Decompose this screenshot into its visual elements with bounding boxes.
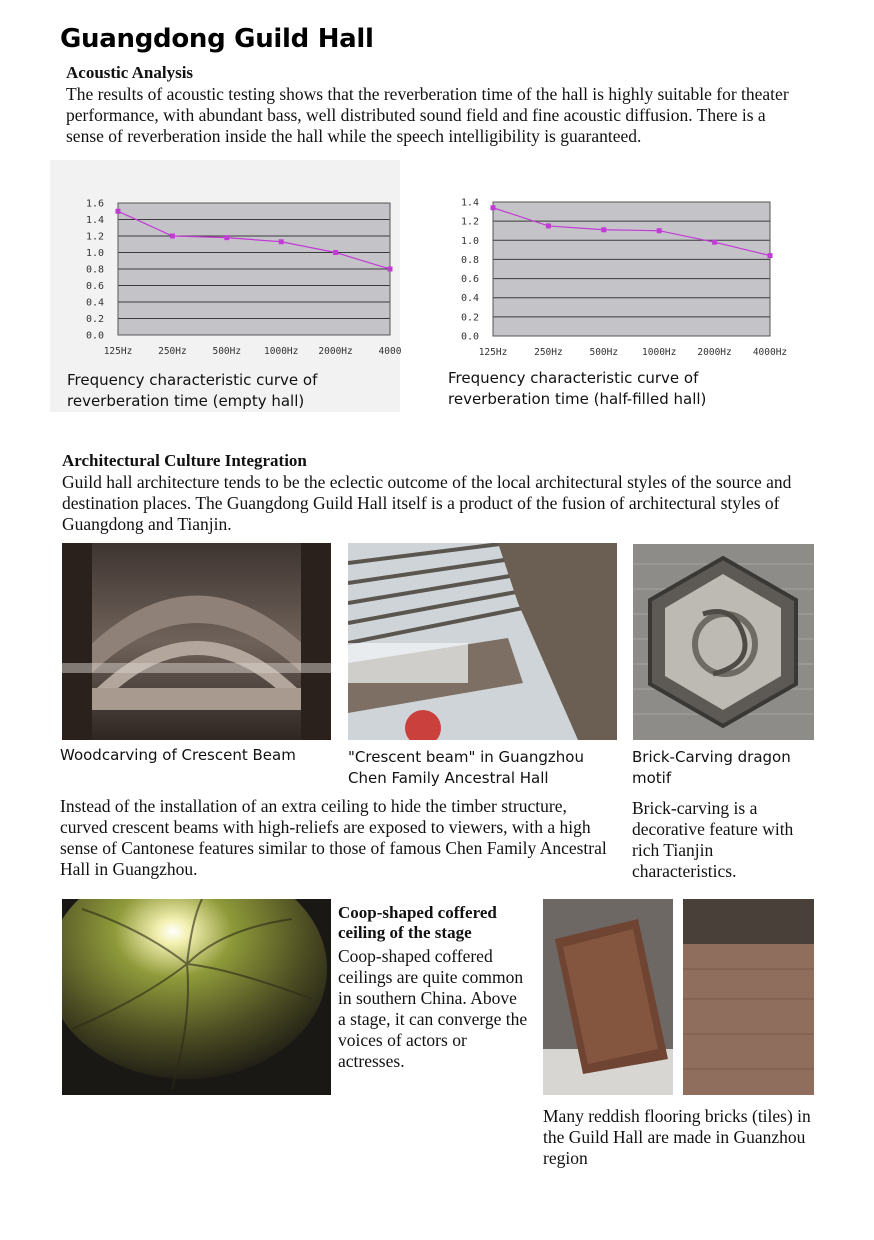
x-tick-label: 2000Hz xyxy=(697,347,732,358)
x-tick-label: 250Hz xyxy=(158,346,187,357)
data-point xyxy=(170,234,175,239)
data-point xyxy=(601,227,606,232)
y-tick-label: 1.4 xyxy=(460,197,479,209)
data-point xyxy=(333,250,338,255)
brick-tile-photo xyxy=(543,899,673,1095)
x-tick-label: 1000Hz xyxy=(264,346,299,357)
chart-empty-hall xyxy=(50,190,410,365)
coop-heading: Coop-shaped coffered ceiling of the stage xyxy=(338,903,497,942)
data-point xyxy=(224,235,229,240)
y-tick-label: 0.8 xyxy=(85,264,104,276)
x-tick-label: 125Hz xyxy=(478,347,508,358)
x-tick-label: 2000Hz xyxy=(318,346,353,357)
y-tick-label: 1.2 xyxy=(460,216,479,228)
data-point xyxy=(279,239,284,244)
data-point xyxy=(546,223,551,228)
brick-carving-text: Brick-carving is a decorative feature with rich Tianjin characteristics. xyxy=(632,798,794,881)
x-tick-label: 125Hz xyxy=(103,346,133,357)
data-point xyxy=(712,240,717,245)
data-point xyxy=(116,209,121,214)
y-tick-label: 0.2 xyxy=(85,314,104,325)
y-tick-label: 0.8 xyxy=(460,254,479,266)
crescent-beam-caption: Woodcarving of Crescent Beam xyxy=(60,746,296,764)
chart-half-filled-hall xyxy=(430,190,810,365)
chen-family-hall-photo xyxy=(348,543,617,740)
page-title: Guangdong Guild Hall xyxy=(60,24,374,54)
y-tick-label: 0.4 xyxy=(85,297,104,309)
x-tick-label: 4000 xyxy=(378,346,402,357)
data-point xyxy=(491,205,496,210)
data-point xyxy=(768,253,773,258)
chen-family-caption: "Crescent beam" in Guangzhou Chen Family Ancestral Hall xyxy=(348,748,584,787)
x-tick-label: 500Hz xyxy=(589,347,619,358)
y-tick-label: 1.6 xyxy=(85,198,104,210)
data-point xyxy=(657,228,662,233)
plot-area xyxy=(493,202,770,336)
y-tick-label: 0.4 xyxy=(460,293,479,305)
y-tick-label: 0.2 xyxy=(460,312,479,324)
brick-dragon-photo xyxy=(633,544,814,740)
brick-floor-photo xyxy=(683,899,814,1095)
crescent-beam-text: Instead of the installation of an extra ceiling to hide the timber structure, curved crescent beams with high-reliefs are exposed to viewers, with a high sense of Cantonese features similar to those of famous Chen Family Ancestral Hall in Guangzhou. xyxy=(60,796,607,879)
data-point xyxy=(388,267,393,272)
y-tick-label: 1.0 xyxy=(460,235,479,247)
bricks-caption: Many reddish flooring bricks (tiles) in the Guild Hall are made in Guanzhou region xyxy=(543,1106,811,1168)
x-tick-label: 500Hz xyxy=(212,346,242,357)
chart-empty-hall-caption: Frequency characteristic curve of reverberation time (empty hall) xyxy=(67,371,318,410)
y-tick-label: 1.4 xyxy=(85,215,104,226)
acoustic-heading: Acoustic Analysis xyxy=(66,63,194,82)
culture-text: Guild hall architecture tends to be the eclectic outcome of the local architectural styles of the source and destination places. The Guangdong Guild Hall itself is a product of the fusion of architectural styles of Guangdong and Tianjin. xyxy=(62,472,792,534)
culture-heading: Architectural Culture Integration xyxy=(62,451,307,470)
brick-dragon-caption: Brick-Carving dragon motif xyxy=(632,748,791,787)
x-tick-label: 250Hz xyxy=(534,347,563,358)
x-tick-label: 1000Hz xyxy=(642,347,677,358)
y-tick-label: 1.0 xyxy=(85,248,104,259)
x-tick-label: 4000Hz xyxy=(752,347,788,358)
coop-ceiling-photo xyxy=(62,899,331,1095)
chart-half-filled-caption: Frequency characteristic curve of reverberation time (half-filled hall) xyxy=(448,369,707,408)
coop-text: Coop-shaped coffered ceilings are quite common in southern China. Above a stage, it can converge the voices of actors or actresses. xyxy=(338,946,528,1071)
y-tick-label: 0.0 xyxy=(460,331,479,343)
y-tick-label: 0.0 xyxy=(85,330,104,342)
acoustic-text: The results of acoustic testing shows that the reverberation time of the hall is highly suitable for theater performance, with abundant bass, well distributed sound field and fine acoustic diffusion. There is a sense of reverberation inside the hall while the speech intelligibility is guaranteed. xyxy=(66,84,789,146)
crescent-beam-photo xyxy=(62,543,331,740)
y-tick-label: 0.6 xyxy=(460,274,479,286)
y-tick-label: 1.2 xyxy=(85,231,104,243)
y-tick-label: 0.6 xyxy=(85,281,104,292)
